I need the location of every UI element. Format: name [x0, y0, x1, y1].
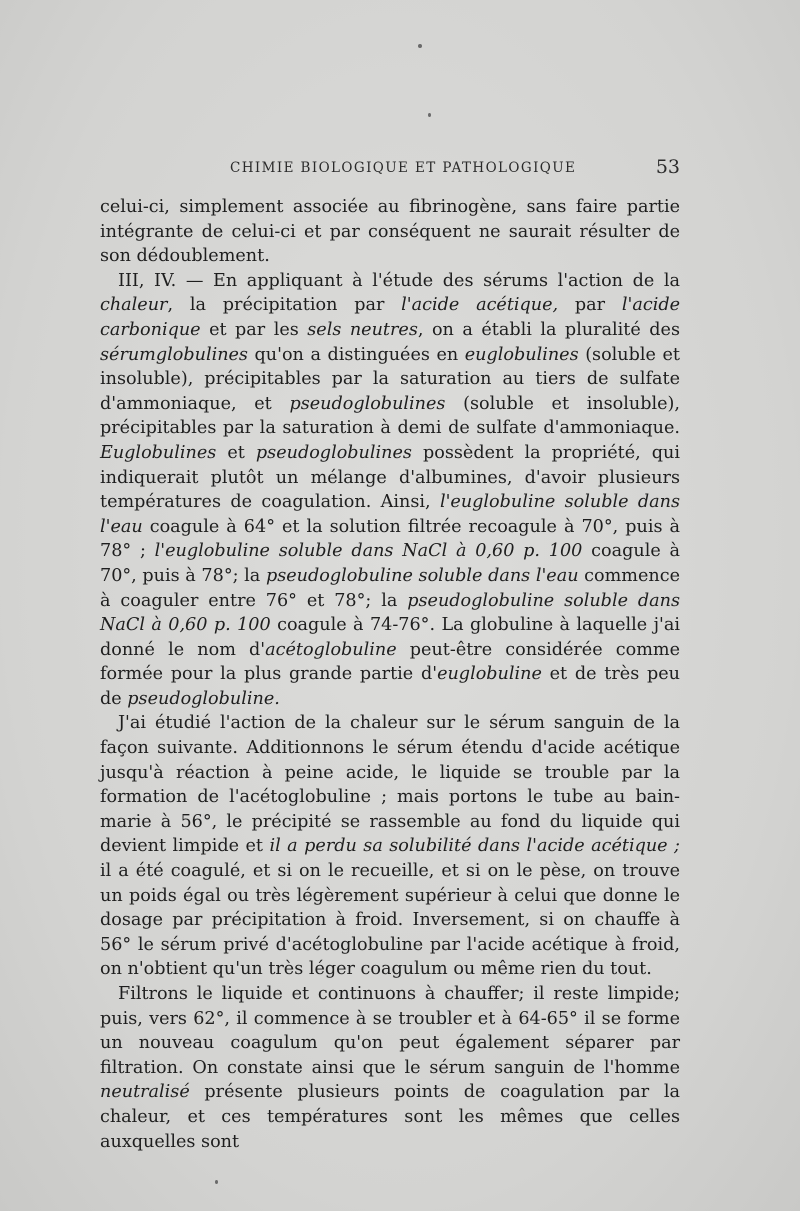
- paper-speck: [215, 1180, 218, 1184]
- page-number: 53: [655, 156, 680, 178]
- paragraph-1: celui-ci, simplement associée au fibrinogène, sans faire partie intégrante de celui-ci et par conséquent ne saurait résulter de son dédoublement.: [100, 197, 680, 267]
- paragraph-2: III, IV. — En appliquant à l'étude des sérums l'action de la chaleur, la précipitation par l'acide acétique, par l'acide carbonique et par les sels neutres, on a établi la pluralité des sérumglobulines qu'on a distinguées en euglobulines (soluble et insoluble), précipitables par la saturation au tiers de sulfate d'ammoniaque, et pseudoglobulines (soluble et insoluble), précipitables par la saturation à demi de sulfate d'ammoniaque. Euglobulines et pseudoglobulines possèdent la propriété, qui indiquerait plutôt un mélange d'albumines, d'avoir plusieurs températures de coagulation. Ainsi, l'euglobuline soluble dans l'eau coagule à 64° et la solution filtrée recoagule à 70°, puis à 78° ; l'euglobuline soluble dans NaCl à 0,60 p. 100 coagule à 70°, puis à 78°; la pseudoglobuline soluble dans l'eau commence à coaguler entre 76° et 78°; la pseudoglobuline soluble dans NaCl à 0,60 p. 100 coagule à 74-76°. La globuline à laquelle j'ai donné le nom d'acétoglobuline peut-être considérée comme formée pour la plus grande partie d'euglobuline et de très peu de pseudoglobuline.: [100, 270, 680, 709]
- paper-speck: [428, 113, 431, 117]
- running-head: CHIMIE BIOLOGIQUE ET PATHOLOGIQUE: [230, 160, 577, 176]
- paragraph-3: J'ai étudié l'action de la chaleur sur le sérum sanguin de la façon suivante. Additionnons le sérum étendu d'acide acétique jusqu'à réaction à peine acide, le liquide se trouble par la formation de l'acétoglobuline ; mais portons le tube au bain-marie à 56°, le précipité se rassemble au fond du liquide qui devient limpide et il a perdu sa solubilité dans l'acide acétique ; il a été coagulé, et si on le recueille, et si on le pèse, on trouve un poids égal ou très légèrement supérieur à celui que donne le dosage par précipitation à froid. Inversement, si on chauffe à 56° le sérum privé d'acétoglobuline par l'acide acétique à froid, on n'obtient qu'un très léger coagulum ou même rien du tout.: [100, 713, 680, 980]
- body-text: [100, 195, 680, 1154]
- paragraph-4: Filtrons le liquide et continuons à chauffer; il reste limpide; puis, vers 62°, il commence à se troubler et à 64-65° il se forme un nouveau coagulum qu'on peut également séparer par filtration. On constate ainsi que le sérum sanguin de l'homme neutralisé présente plusieurs points de coagulation par la chaleur, et ces températures sont les mêmes que celles auxquelles sont: [100, 984, 680, 1152]
- paper-speck: [418, 44, 422, 48]
- page-header: [100, 158, 680, 182]
